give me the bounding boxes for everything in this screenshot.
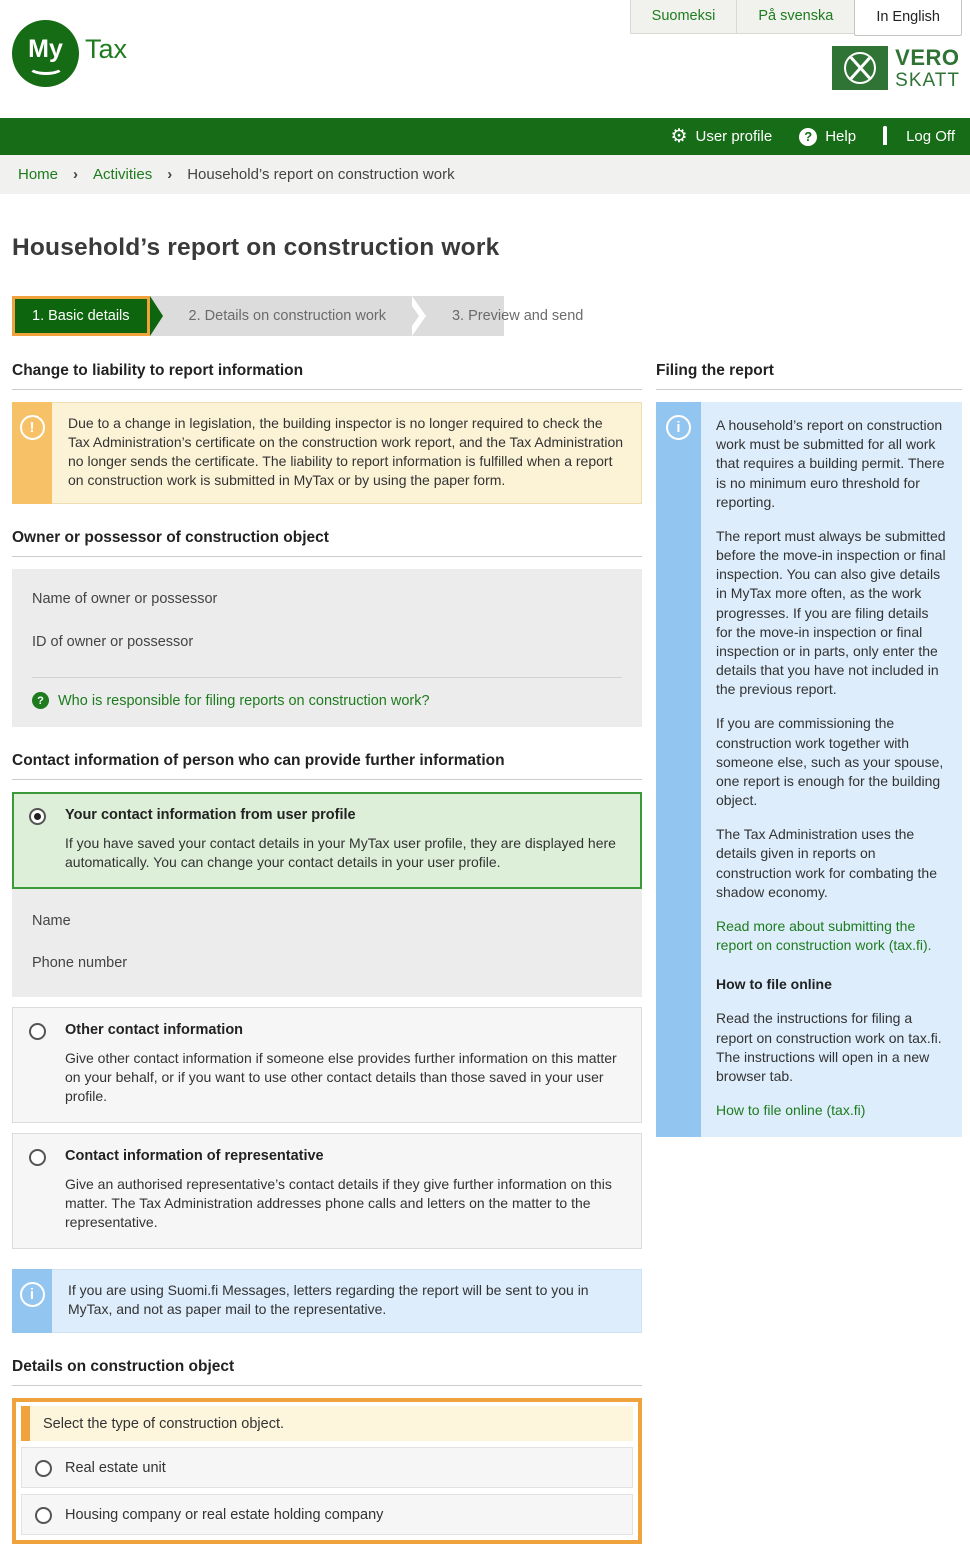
chevron-right-icon: › — [73, 166, 79, 183]
notice-amber-strip — [12, 402, 52, 504]
option-housing-company[interactable] — [21, 1494, 633, 1535]
option-housing-company-label: Housing company or real estate holding company — [65, 1506, 384, 1523]
mytax-logo-my-text: My — [28, 34, 63, 63]
page-title: Household’s report on construction work — [12, 234, 500, 261]
option-representative-contact[interactable] — [12, 1133, 642, 1249]
radio-representative-contact[interactable] — [29, 1149, 46, 1166]
how-to-file-link[interactable]: How to file online (tax.fi) — [716, 1102, 866, 1119]
info-icon: i — [666, 415, 691, 440]
sidebar-paragraph-4: The Tax Administration uses the details given in reports on construction work for combating the shadow economy. — [716, 826, 937, 900]
help-sidebar — [656, 362, 962, 1137]
vero-skatt-logo — [832, 46, 960, 90]
sidebar-paragraph-2: The report must always be submitted before the move-in inspection or final inspection. You can also give details in MyTax more often, as the work progresses. If you are filing details for the move-in inspection or final inspection or in parts, only enter the details that you have not included in the previous report. — [716, 527, 946, 698]
construction-object-heading: Details on construction object — [12, 1358, 642, 1386]
lang-tab-english[interactable]: In English — [854, 0, 962, 36]
owner-details-box — [12, 569, 642, 727]
suomifi-notice — [12, 1269, 642, 1333]
option-other-contact[interactable] — [12, 1007, 642, 1123]
sidebar-paragraph-3: If you are commissioning the construction work together with someone else, such as your spouse, one report is enough for the building object. — [716, 715, 944, 809]
mytax-logo-circle — [12, 20, 79, 87]
construction-object-hint — [21, 1406, 633, 1441]
user-profile-label: User profile — [695, 128, 773, 145]
option-representative-description: Give an authorised representative’s contact details if they give further information on this matter. The Tax Administration addresses phone calls and letters on the matter to the representative. — [65, 1176, 612, 1231]
breadcrumb-current-page: Household’s report on construction work — [187, 166, 455, 183]
vero-text-line1: VERO — [895, 44, 960, 70]
language-switcher — [631, 0, 962, 36]
main-content — [0, 234, 970, 1544]
option-other-contact-description: Give other contact information if someone else provides further information on this matter on your behalf, or if you want to use other contact details than those saved in your user profile. — [65, 1050, 617, 1105]
radio-other-contact[interactable] — [29, 1023, 46, 1040]
user-profile-button[interactable] — [670, 127, 772, 146]
vero-logo-text — [895, 44, 960, 91]
step-highlight-border — [12, 296, 150, 336]
help-label: Help — [825, 128, 857, 145]
owner-id-label: ID of owner or possessor — [32, 634, 194, 651]
owner-name-label: Name of owner or possessor — [32, 591, 218, 608]
breadcrumb-activities-link[interactable]: Activities — [93, 166, 153, 183]
notice-blue-strip — [12, 1269, 52, 1333]
sidebar-info-box — [656, 402, 962, 1137]
step-wizard — [12, 296, 584, 336]
vero-text-line2: SKATT — [895, 69, 960, 91]
profile-contact-box — [12, 889, 642, 997]
radio-housing-company[interactable] — [35, 1507, 52, 1524]
page-header — [0, 0, 970, 118]
vero-emblem-box — [832, 46, 888, 90]
top-nav-bar — [0, 118, 970, 155]
lang-tab-finnish[interactable]: Suomeksi — [630, 0, 738, 34]
option-real-estate-unit[interactable] — [21, 1447, 633, 1488]
construction-object-highlight-group — [12, 1398, 642, 1544]
log-off-button[interactable] — [883, 128, 955, 145]
breadcrumb-home-link[interactable]: Home — [18, 166, 59, 183]
chevron-right-icon: › — [167, 166, 173, 183]
lang-tab-swedish[interactable]: På svenska — [736, 0, 855, 34]
option-other-contact-title: Other contact information — [65, 1022, 244, 1039]
step-separator-chevron — [412, 296, 426, 336]
sidebar-paragraph-5: Read the instructions for filing a report on construction work on tax.fi. The instructions will open in a new browser tab. — [716, 1010, 942, 1084]
suomifi-notice-text: If you are using Suomi.fi Messages, letters regarding the report will be sent to you in MyTax, and not as paper mail to the representative. — [52, 1269, 642, 1333]
tab-preview-and-send[interactable]: 3. Preview and send — [451, 308, 584, 324]
radio-real-estate-unit[interactable] — [35, 1460, 52, 1477]
sidebar-heading: Filing the report — [656, 362, 962, 390]
info-icon: i — [20, 1282, 45, 1307]
option-real-estate-unit-label: Real estate unit — [65, 1459, 166, 1476]
vero-emblem-icon — [844, 52, 876, 84]
sidebar-info-text — [701, 402, 962, 1137]
liability-section-heading: Change to liability to report information — [12, 362, 642, 390]
read-more-link[interactable]: Read more about submitting the report on construction work (tax.fi). — [716, 917, 932, 954]
construction-object-hint-text: Select the type of construction object. — [43, 1415, 284, 1432]
log-off-label: Log Off — [906, 128, 955, 145]
breadcrumb — [0, 155, 970, 194]
contact-section-heading: Contact information of person who can provide further information — [12, 752, 642, 780]
who-is-responsible-link[interactable] — [32, 692, 622, 713]
option-contact-from-profile[interactable] — [12, 792, 642, 889]
sidebar-blue-strip — [656, 402, 701, 1137]
alert-icon: ! — [20, 415, 45, 440]
tab-basic-details[interactable]: 1. Basic details — [15, 299, 147, 333]
radio-contact-from-profile[interactable] — [29, 808, 46, 825]
owner-section-heading: Owner or possessor of construction object — [12, 529, 642, 557]
liability-notice-text: Due to a change in legislation, the building inspector is no longer required to check the Tax Administration’s certificate on the construction work report, and the Tax Administration no longer sends the certificate. The liability to report information is fulfilled when a report on construction work is submitted in MyTax or by using the paper form. — [52, 402, 642, 504]
smile-icon — [28, 59, 64, 75]
profile-phone-label: Phone number — [32, 955, 128, 972]
lock-icon — [883, 128, 898, 145]
who-is-responsible-label: Who is responsible for filing reports on construction work? — [58, 692, 430, 709]
gear-icon: ⚙ — [670, 126, 688, 147]
form-column — [12, 362, 642, 1544]
question-icon: ? — [32, 692, 49, 709]
divider — [32, 677, 622, 678]
option-contact-from-profile-description: If you have saved your contact details in your MyTax user profile, they are displayed here automatically. You can change your contact details in your user profile. — [65, 835, 616, 871]
mytax-logo[interactable] — [12, 20, 127, 87]
how-to-file-subheading: How to file online — [716, 976, 832, 993]
liability-notice — [12, 402, 642, 504]
mytax-logo-tax-text: Tax — [85, 34, 128, 64]
option-contact-from-profile-title: Your contact information from user profile — [65, 807, 356, 824]
sidebar-paragraph-1: A household’s report on construction work must be submitted for all work that requires a building permit. There is no minimum euro threshold for reporting. — [716, 417, 945, 510]
option-representative-title: Contact information of representative — [65, 1148, 324, 1165]
active-step-arrow — [150, 296, 163, 336]
tab-details-on-construction-work[interactable]: 2. Details on construction work — [188, 308, 386, 324]
help-button[interactable] — [799, 128, 856, 146]
profile-name-label: Name — [32, 913, 71, 930]
help-icon: ? — [799, 128, 817, 146]
